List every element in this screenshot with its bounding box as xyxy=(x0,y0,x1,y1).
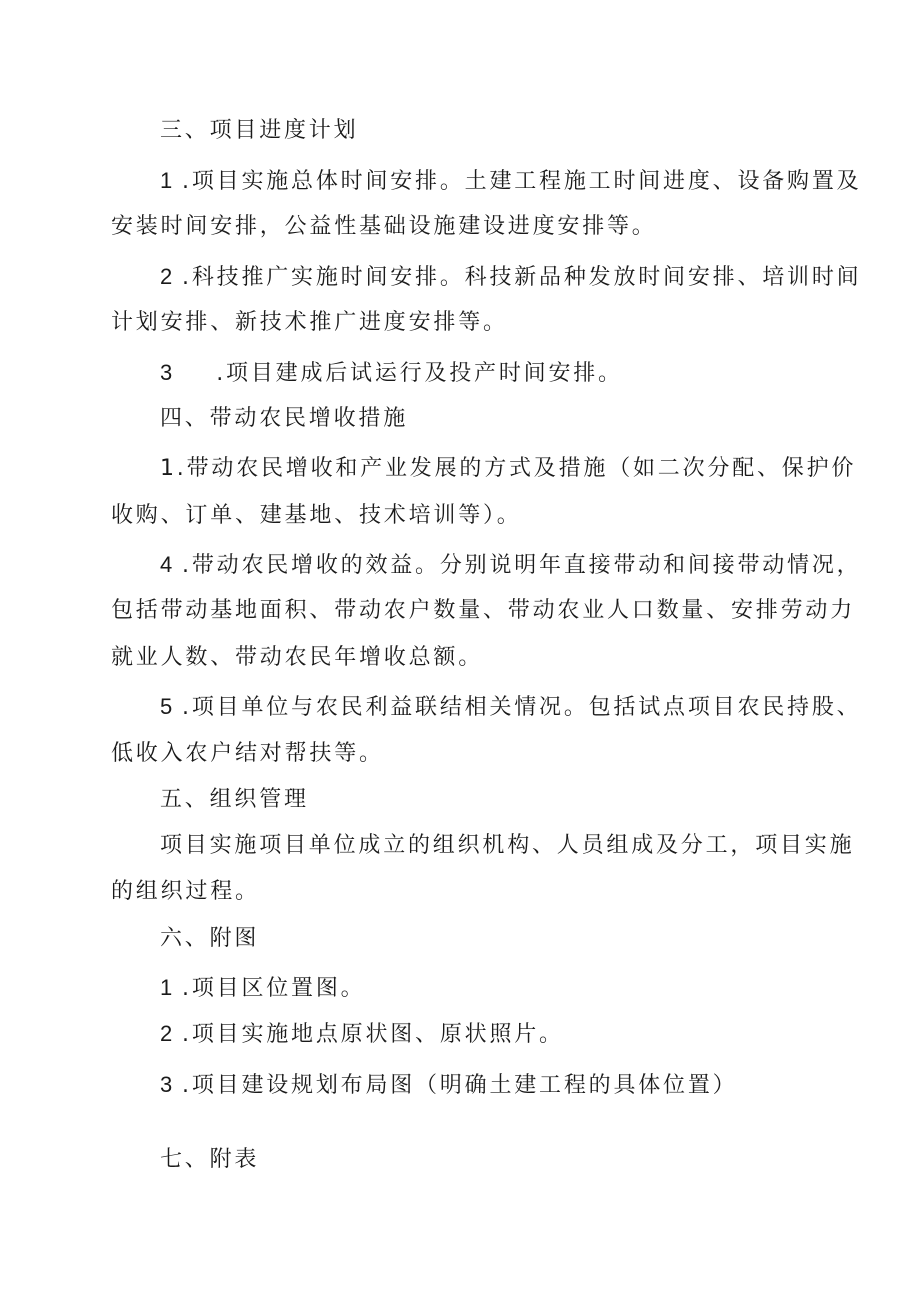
paragraph-text: .项目单位与农民利益联结相关情况。包括试点项目农民持股、 xyxy=(182,695,862,720)
paragraph-text: .项目建成后试运行及投产时间安排。 xyxy=(216,361,623,386)
paragraph-text: .项目实施地点原状图、原状照片。 xyxy=(182,1022,564,1047)
heading-text: 六、附图 xyxy=(160,926,260,951)
paragraph-line xyxy=(160,454,856,484)
paragraph-line xyxy=(160,692,861,723)
heading-text: 三、项目进度计划 xyxy=(160,118,359,143)
paragraph-text: .项目实施总体时间安排。土建工程施工时间进度、设备购置及 xyxy=(182,169,862,194)
paragraph-text: 安装时间安排，公益性基础设施建设进度安排等。 xyxy=(111,214,657,239)
item-number: 4 xyxy=(160,552,173,577)
paragraph-line xyxy=(111,501,522,531)
paragraph-text: 的组织过程。 xyxy=(111,879,260,904)
paragraph-text: 就业人数、带动农民年增收总额。 xyxy=(111,645,484,670)
paragraph-line xyxy=(160,262,861,293)
paragraph-line xyxy=(111,596,855,626)
paragraph-text: .项目建设规划布局图（明确土建工程的具体位置） xyxy=(182,1073,738,1098)
item-number: 3 xyxy=(160,360,173,385)
item-number: 1 xyxy=(160,975,173,1000)
paragraph-line xyxy=(160,831,854,861)
paragraph-line xyxy=(111,877,260,907)
paragraph-line xyxy=(160,1070,737,1101)
heading-text: 五、组织管理 xyxy=(160,787,309,812)
paragraph-text: .科技推广实施时间安排。科技新品种发放时间安排、培训时间 xyxy=(182,265,862,290)
section-heading-income xyxy=(160,404,408,434)
paragraph-line xyxy=(111,739,384,769)
heading-text: 四、带动农民增收措施 xyxy=(160,406,409,431)
paragraph-line xyxy=(111,308,508,338)
paragraph-text: 低收入农户结对帮扶等。 xyxy=(111,741,384,766)
paragraph-line xyxy=(160,166,861,197)
paragraph-text: 1.带动农民增收和产业发展的方式及措施（如二次分配、保护价 xyxy=(160,456,857,481)
paragraph-line xyxy=(111,643,483,673)
item-number: 2 xyxy=(160,264,173,289)
item-number: 2 xyxy=(160,1021,173,1046)
section-heading-attachments-tables xyxy=(160,1145,259,1175)
paragraph-text: .项目区位置图。 xyxy=(182,976,366,1001)
item-number: 5 xyxy=(160,694,173,719)
section-heading-management xyxy=(160,785,309,815)
paragraph-line xyxy=(111,212,657,242)
paragraph-line xyxy=(160,550,861,581)
item-number: 1 xyxy=(160,168,173,193)
paragraph-text: .带动农民增收的效益。分别说明年直接带动和间接带动情况， xyxy=(182,553,862,578)
paragraph-line xyxy=(160,358,623,389)
paragraph-line xyxy=(160,973,365,1004)
paragraph-text: 包括带动基地面积、带动农户数量、带动农业人口数量、安排劳动力 xyxy=(111,598,856,623)
heading-text: 七、附表 xyxy=(160,1147,260,1172)
paragraph-line xyxy=(160,1019,564,1050)
paragraph-text: 项目实施项目单位成立的组织机构、人员组成及分工，项目实施 xyxy=(160,833,855,858)
paragraph-text: 计划安排、新技术推广进度安排等。 xyxy=(111,310,508,335)
paragraph-text: 收购、订单、建基地、技术培训等）。 xyxy=(111,503,522,528)
item-number: 3 xyxy=(160,1072,173,1097)
section-heading-schedule xyxy=(160,116,358,146)
section-heading-attachments-figures xyxy=(160,924,259,954)
